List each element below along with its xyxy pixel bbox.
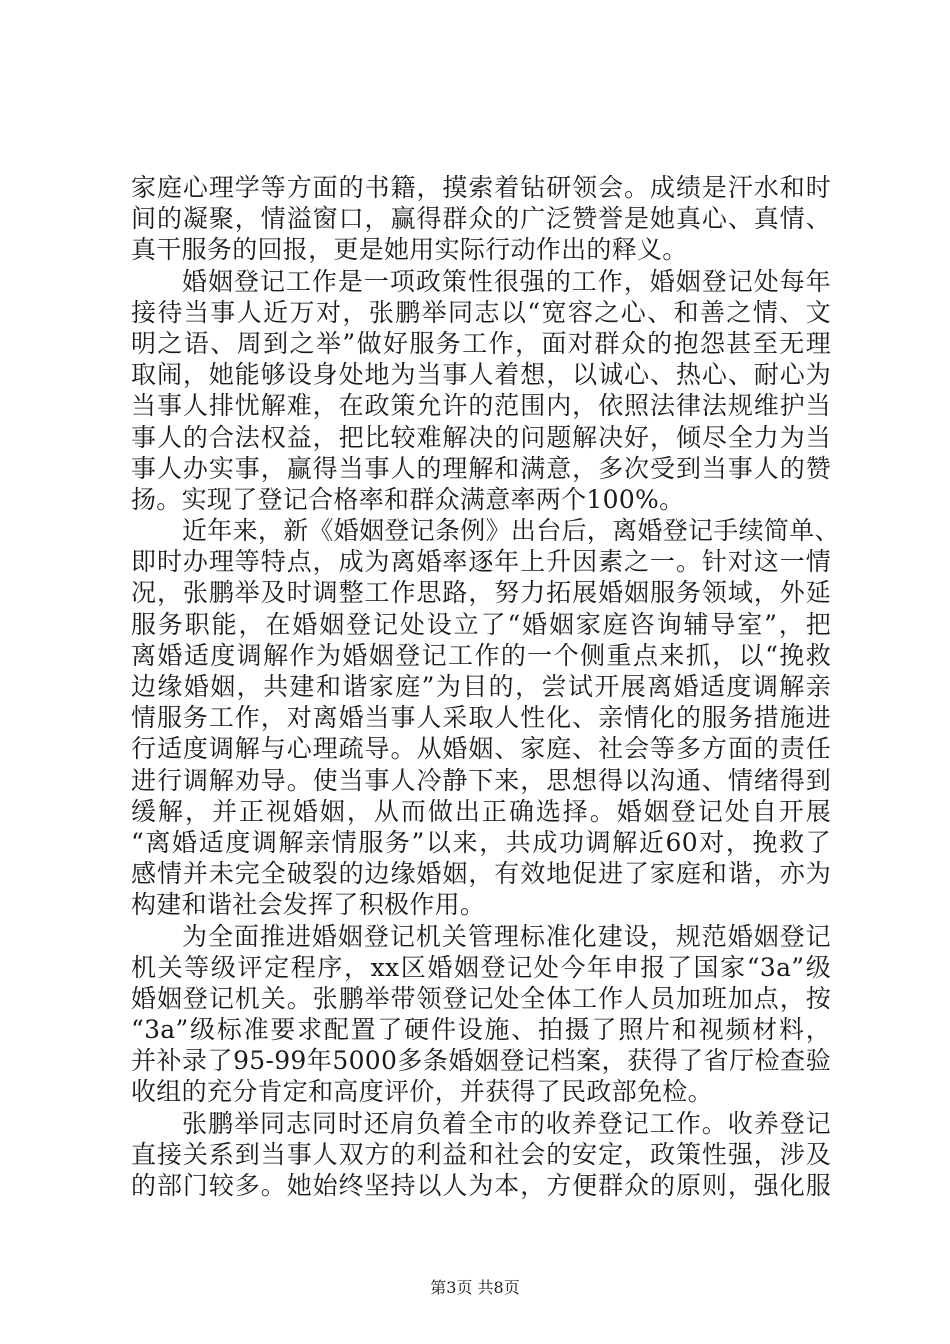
text-line: 扬。实现了登记合格率和群众满意率两个100%。 xyxy=(131,484,685,514)
text-line: 行适度调解与心理疏导。从婚姻、家庭、社会等多方面的责任 xyxy=(131,734,831,764)
text-line: 直接关系到当事人双方的利益和社会的安定，政策性强，涉及 xyxy=(131,1139,831,1169)
paragraph-first-line: 为全面推进婚姻登记机关管理标准化建设，规范婚姻登记 xyxy=(182,921,831,951)
text-line: “3a”级标准要求配置了硬件设施、拍摄了照片和视频材料， xyxy=(131,1015,831,1045)
text-line: 服务职能，在婚姻登记处设立了“婚姻家庭咨询辅导室”，把 xyxy=(131,609,831,639)
page-footer: 第3页 共8页 xyxy=(430,1278,520,1297)
paragraph-first-line: 近年来，新《婚姻登记条例》出台后，离婚登记手续简单、 xyxy=(182,516,840,546)
text-line: 婚姻登记机关。张鹏举带领登记处全体工作人员加班加点，按 xyxy=(131,983,831,1013)
text-line: 况，张鹏举及时调整工作思路，努力拓展婚姻服务领域，外延 xyxy=(131,578,831,608)
text-line: 收组的充分肯定和高度评价，并获得了民政部免检。 xyxy=(131,1077,713,1107)
text-line: 家庭心理学等方面的书籍，摸索着钻研领会。成绩是汗水和时 xyxy=(131,173,831,202)
text-line: 离婚适度调解作为婚姻登记工作的一个侧重点来抓，以“挽救 xyxy=(131,640,831,670)
text-line: 构建和谐社会发挥了积极作用。 xyxy=(131,890,486,920)
text-line: 取闹，她能够设身处地为当事人着想，以诚心、热心、耐心为 xyxy=(131,360,831,390)
text-line: 真干服务的回报，更是她用实际行动作出的释义。 xyxy=(131,235,688,265)
text-line: 事人的合法权益，把比较难解决的问题解决好，倾尽全力为当 xyxy=(131,422,831,452)
text-line: 感情并未完全破裂的边缘婚姻，有效地促进了家庭和谐，亦为 xyxy=(131,859,831,889)
text-line: 接待当事人近万对，张鹏举同志以“宽容之心、和善之情、文 xyxy=(131,297,831,327)
paragraph-first-line: 婚姻登记工作是一项政策性很强的工作，婚姻登记处每年 xyxy=(182,266,831,296)
paragraph-first-line: 张鹏举同志同时还肩负着全市的收养登记工作。收养登记 xyxy=(182,1108,831,1138)
text-line: 机关等级评定程序，xx区婚姻登记处今年申报了国家“3a”级 xyxy=(131,952,831,982)
text-line: 缓解，并正视婚姻，从而做出正确选择。婚姻登记处自开展 xyxy=(131,796,831,826)
text-line: 进行调解劝导。使当事人冷静下来，思想得以沟通、情绪得到 xyxy=(131,765,831,795)
text-line: 情服务工作，对离婚当事人采取人性化、亲情化的服务措施进 xyxy=(131,703,831,733)
text-line: 事人办实事，赢得当事人的理解和满意，多次受到当事人的赞 xyxy=(131,453,831,483)
text-line: “离婚适度调解亲情服务”以来，共成功调解近60对，挽救了 xyxy=(131,827,831,857)
document-body xyxy=(131,173,840,1202)
text-line: 间的凝聚，情溢窗口，赢得群众的广泛赞誉是她真心、真情、 xyxy=(131,204,831,234)
text-line: 当事人排忧解难，在政策允许的范围内，依照法律法规维护当 xyxy=(131,391,831,421)
text-line: 明之语、周到之举”做好服务工作，面对群众的抱怨甚至无理 xyxy=(131,328,831,358)
text-line: 边缘婚姻，共建和谐家庭”为目的，尝试开展离婚适度调解亲 xyxy=(131,672,831,701)
text-line: 并补录了95-99年5000多条婚姻登记档案，获得了省厅检查验 xyxy=(131,1046,831,1076)
text-line: 即时办理等特点，成为离婚率逐年上升因素之一。针对这一情 xyxy=(131,547,831,577)
text-line: 的部门较多。她始终坚持以人为本，方便群众的原则，强化服 xyxy=(131,1171,831,1200)
